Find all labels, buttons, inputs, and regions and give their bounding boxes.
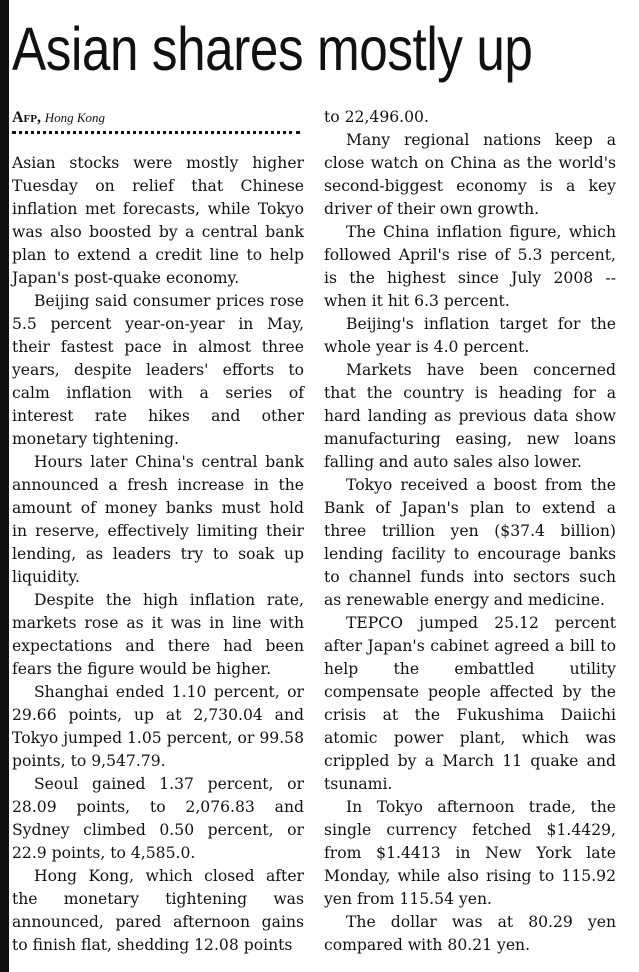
paragraph: Tokyo received a boost from the Bank of Japan's plan to extend a three trillion yen ($37.4 billion) lending facility to encourage banks to channel funds into sectors such as renewable energy and medicine. [324, 476, 616, 609]
paragraph-continuation: to 22,496.00. [324, 108, 429, 126]
headline: Asian shares mostly up [12, 15, 533, 83]
left-margin-bar [0, 0, 9, 972]
paragraph: Beijing's inflation target for the whole year is 4.0 percent. [324, 315, 616, 356]
paragraph: Beijing said consumer prices rose 5.5 percent year-on-year in May, their fastest pace in almost three years, despite leaders' efforts to calm inflation with a series of interest rate hikes and other monetary tightening. [12, 292, 304, 448]
paragraph: Hong Kong, which closed after the monetary tightening was announced, pared afternoon gains to finish flat, shedding 12.08 points [12, 867, 304, 954]
paragraph: TEPCO jumped 25.12 percent after Japan's cabinet agreed a bill to help the embattled utility compensate people affected by the crisis at the Fukushima Daiichi atomic power plant, which was crippled by a March 11 quake and tsunami. [324, 614, 616, 793]
article-column-1 [12, 152, 304, 957]
paragraph: The dollar was at 80.29 yen compared with 80.21 yen. [324, 913, 616, 954]
paragraph: Many regional nations keep a close watch on China as the world's second-biggest economy is a key driver of their own growth. [324, 131, 616, 218]
byline-agency: Afp, [12, 109, 41, 126]
paragraph: Despite the high inflation rate, markets rose as it was in line with expectations and there had been fears the figure would be higher. [12, 591, 304, 678]
article-column-2 [324, 106, 616, 957]
paragraph: Markets have been concerned that the country is heading for a hard landing as previous data show manufacturing easing, new loans falling and auto sales also lower. [324, 361, 616, 471]
paragraph: In Tokyo afternoon trade, the single currency fetched $1.4429, from $1.4413 in New York late Monday, while also rising to 115.92 yen from 115.54 yen. [324, 798, 616, 908]
paragraph: Seoul gained 1.37 percent, or 28.09 points, to 2,076.83 and Sydney climbed 0.50 percent, or 22.9 points, to 4,585.0. [12, 775, 304, 862]
dotted-divider [12, 131, 300, 134]
byline [12, 107, 307, 129]
paragraph: Hours later China's central bank announced a fresh increase in the amount of money banks must hold in reserve, effectively limiting their lending, as leaders try to soak up liquidity. [12, 453, 304, 586]
paragraph: Shanghai ended 1.10 percent, or 29.66 points, up at 2,730.04 and Tokyo jumped 1.05 percent, or 99.58 points, to 9,547.79. [12, 683, 304, 770]
paragraph: The China inflation figure, which followed April's rise of 5.3 percent, is the highest since July 2008 -- when it hit 6.3 percent. [324, 223, 616, 310]
byline-location: Hong Kong [44, 110, 106, 125]
paragraph: Asian stocks were mostly higher Tuesday on relief that Chinese inflation met forecasts, while Tokyo was also boosted by a central bank plan to extend a credit line to help Japan's post-quake economy. [12, 154, 304, 287]
